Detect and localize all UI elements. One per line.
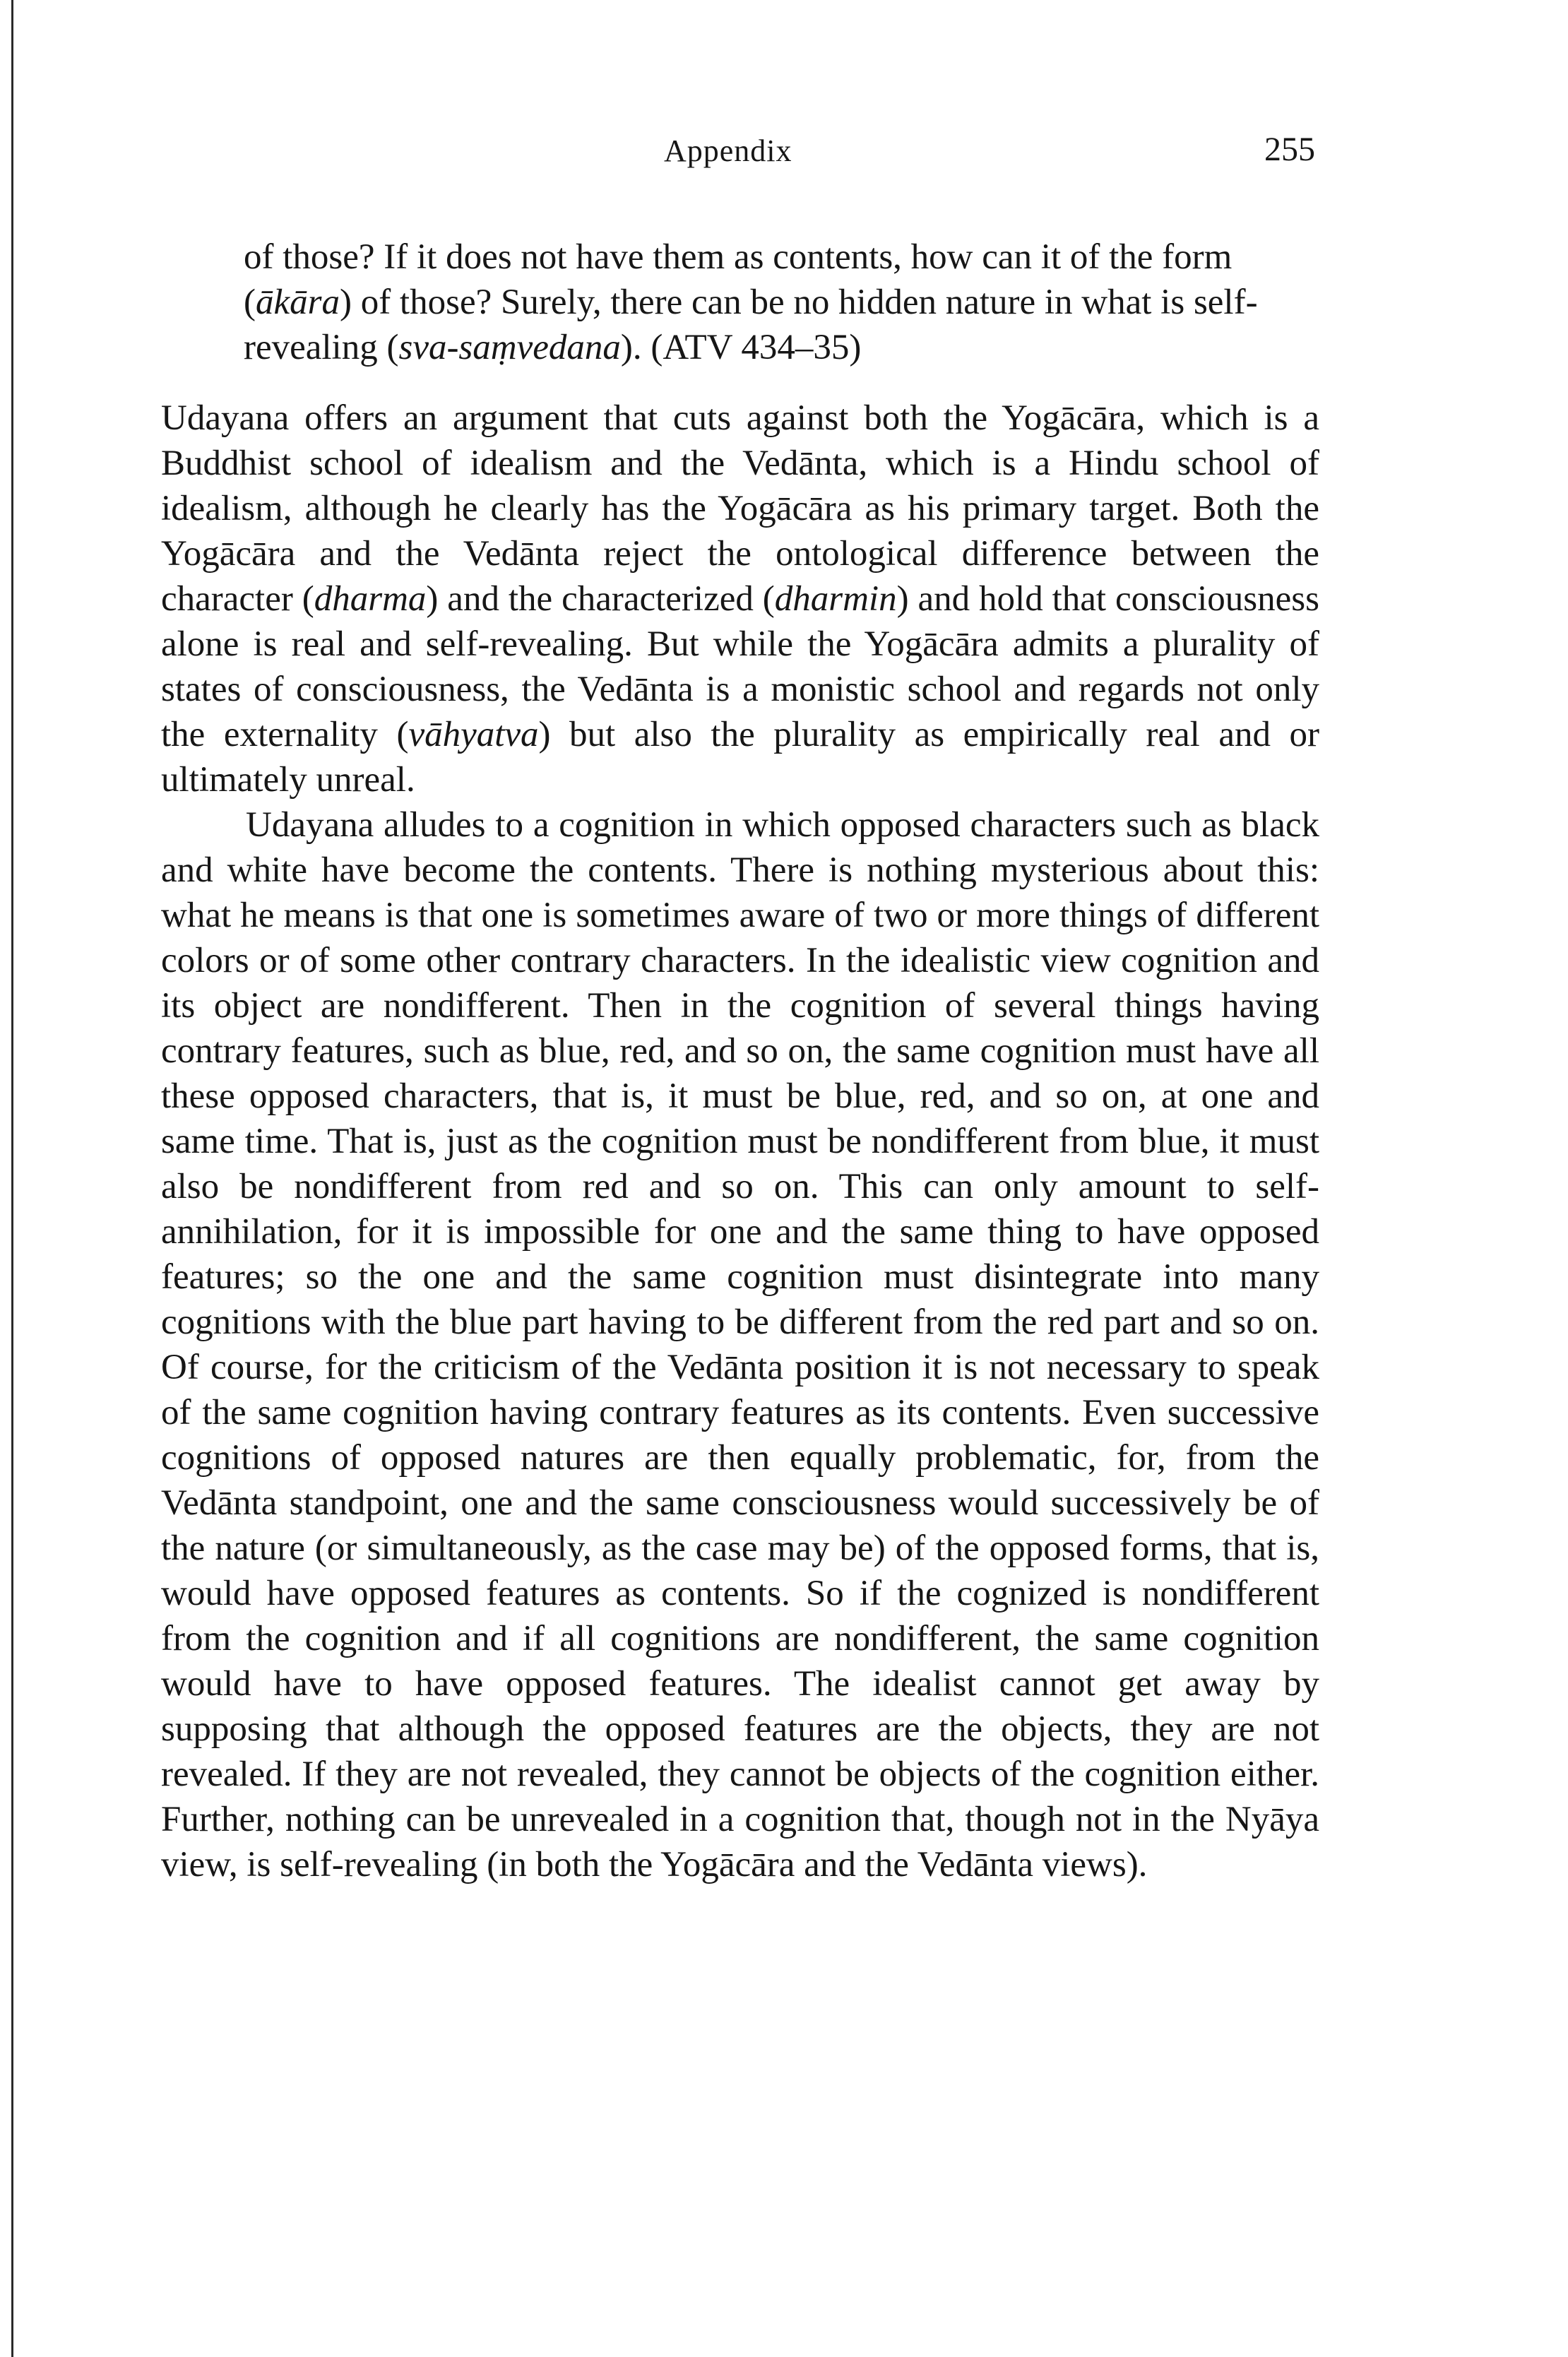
paragraph-text: Udayana offers an argument that cuts against both the Yogācāra, which is a Buddhist school of idealism and the Vedānta, which is a Hindu school of idealism, although he clearly has the Yogācāra as his primary target. Both the Yogācāra and the Vedānta reject the ontological difference between the character ( <box>161 398 1319 619</box>
term-dharmin: dharmin <box>774 579 897 619</box>
block-quote <box>244 234 1289 370</box>
paragraph-text: ) and the characterized ( <box>426 579 775 619</box>
body-text <box>161 396 1319 1887</box>
page-edge-rule <box>11 0 13 2357</box>
paragraph-text: ) and hold that consciousness alone is real and self-revealing. But while the Yogācāra admits a plurality of states of consciousness, the Vedānta is a monistic school and regards not only the externality ( <box>161 579 1319 754</box>
paragraph-text: ) but also the plurality as empirically real and or ultimately unreal. <box>161 715 1319 800</box>
paragraph-2: Udayana alludes to a cognition in which opposed characters such as black and white have become the contents. There is nothing mysterious about this: what he means is that one is sometimes aware of two or more things of different colors or of some other contrary characters. In the idealistic view cognition and its object are nondifferent. Then in the cognition of several things having contrary features, such as blue, red, and so on, the same cognition must have all these opposed characters, that is, it must be blue, red, and so on, at one and same time. That is, just as the cognition must be nondifferent from blue, it must also be nondifferent from red and so on. This can only amount to self-annihilation, for it is impossible for one and the same thing to have opposed features; so the one and the same cognition must disintegrate into many cognitions with the blue part having to be different from the red part and so on. Of course, for the criticism of the Vedānta position it is not necessary to speak of the same cognition having contrary features as its contents. Even successive cognitions of opposed natures are then equally problematic, for, from the Vedānta standpoint, one and the same consciousness would successively be of the nature (or simultaneously, as the case may be) of the opposed forms, that is, would have opposed features as contents. So if the cognized is nondifferent from the cognition and if all cognitions are nondifferent, the same cognition would have to have opposed features. The idealist cannot get away by supposing that although the opposed features are the objects, they are not revealed. If they are not revealed, they cannot be objects of the cognition either. Further, nothing can be unrevealed in a cognition that, though not in the Nyāya view, is self-revealing (in both the Yogācāra and the Vedānta views). <box>161 805 1319 1884</box>
quote-text: ). (ATV 434–35) <box>620 328 862 367</box>
running-title: Appendix <box>664 133 792 168</box>
quote-term-akara: ākāra <box>255 283 340 322</box>
term-vahyatva: vāhyatva <box>408 715 539 754</box>
quote-text: of those? If it does not have them as contents, how can it of the form ( <box>244 237 1233 322</box>
quote-term-sva-samvedana: sva-saṃvedana <box>398 328 621 367</box>
running-head <box>0 120 1568 184</box>
term-dharma: dharma <box>314 579 427 619</box>
paragraph-1 <box>161 396 1319 802</box>
page-number: 255 <box>1264 131 1315 168</box>
quote-text: ) of those? Surely, there can be no hidden nature in what is self-revealing ( <box>244 283 1258 367</box>
